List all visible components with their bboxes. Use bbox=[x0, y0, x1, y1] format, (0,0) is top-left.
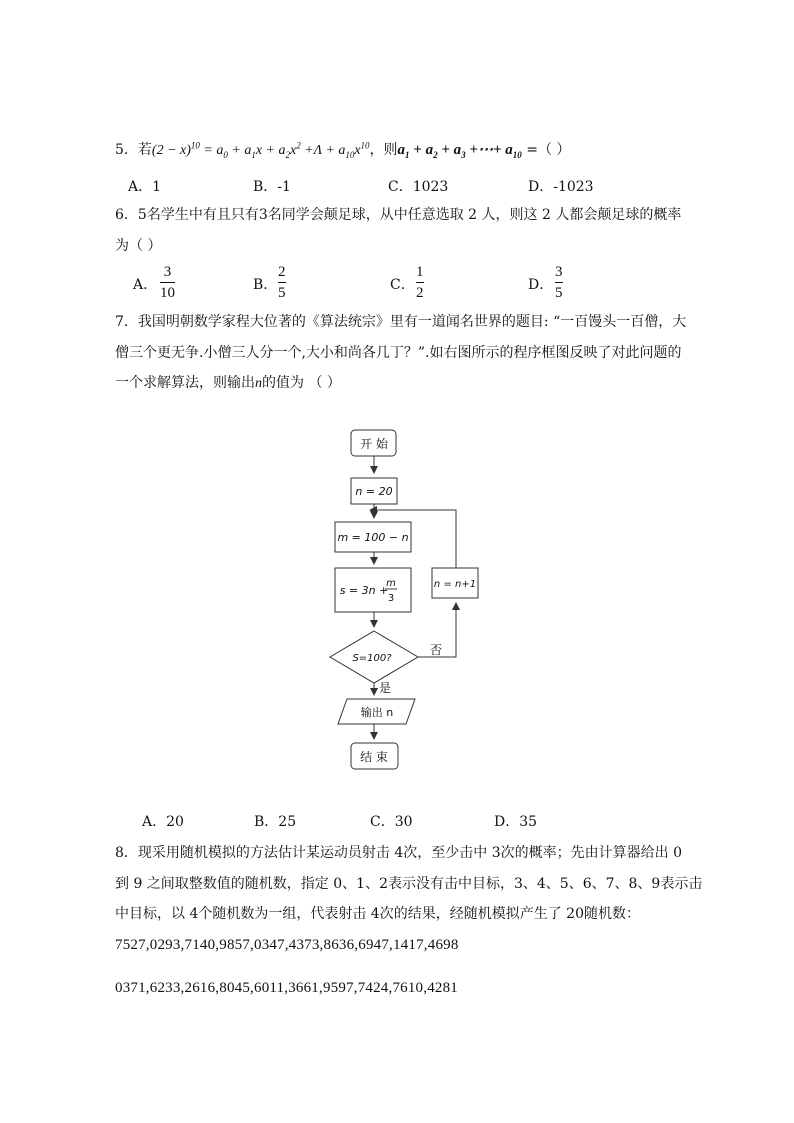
question-6-stem-line1: 6．5名学生中有且只有3名同学会颠足球，从中任意选取 2 人，则这 2 人都会颠足球的概率 bbox=[115, 207, 682, 223]
q5-tail: =（ ） bbox=[521, 142, 571, 158]
flowchart-init-label: n = 20 bbox=[355, 485, 393, 498]
question-6-stem-line2: 为（ ） bbox=[115, 238, 162, 254]
q7-option-a: A．20 bbox=[142, 814, 184, 830]
q7-option-b: B．25 bbox=[254, 814, 297, 830]
q6-c-num: 1 bbox=[416, 264, 424, 280]
q6-a-num: 3 bbox=[163, 264, 172, 280]
question-7-stem-line1: 7．我国明朝数学家程大位著的《算法统宗》里有一道闻名世界的题目: “一百馒头一百僧，大 bbox=[115, 314, 687, 330]
q6-option-a-label: A． bbox=[133, 277, 158, 293]
q5-prefix: 5．若 bbox=[115, 142, 152, 158]
q7-var-n: n bbox=[255, 376, 262, 391]
q6-option-b-label: B． bbox=[253, 277, 278, 293]
flowchart-condition-label: S=100? bbox=[352, 653, 392, 664]
flowchart-output-label: 输出 n bbox=[360, 706, 394, 719]
question-8-stem-line1: 8．现采用随机模拟的方法估计某运动员射击 4次，至少击中 3次的概率；先由计算器给出 0 bbox=[115, 845, 682, 861]
q5-option-c: C．1023 bbox=[388, 179, 449, 195]
q6-d-num: 3 bbox=[555, 264, 563, 280]
q5-option-d: D．-1023 bbox=[528, 179, 594, 195]
q5-sum: $a_1 + a_2 + a_3$ +⋯+ $a_{10}$ bbox=[397, 142, 522, 160]
question-8-stem-line2: 到 9 之间取整数值的随机数，指定 0、1、2表示没有击中目标，3、4、5、6、7、8、9表示击 bbox=[115, 876, 703, 892]
q6-option-d-label: D． bbox=[528, 277, 554, 293]
question-8-stem-line3: 中目标，以 4个随机数为一组，代表射击 4次的结果，经随机模拟产生了 20随机数： bbox=[115, 906, 640, 922]
q8-random-numbers-row1: 7527,0293,7140,9857,0347,4373,8636,6947,1417,4698 bbox=[115, 937, 459, 953]
flowchart-step-s-num: m bbox=[386, 578, 396, 589]
flowchart-increment-label: n = n+1 bbox=[433, 579, 477, 590]
q6-b-den: 5 bbox=[278, 285, 286, 301]
flowchart-yes-label: 是 bbox=[378, 681, 392, 695]
q6-a-den: 10 bbox=[160, 285, 175, 301]
flowchart-step-s-lhs: s = 3n + bbox=[339, 584, 389, 597]
q6-d-den: 5 bbox=[555, 285, 563, 301]
q6-c-den: 2 bbox=[416, 285, 424, 301]
q7-option-d: D．35 bbox=[494, 814, 538, 830]
q5-option-b: B．-1 bbox=[253, 179, 291, 195]
flowchart-end-label: 结 束 bbox=[360, 750, 388, 764]
flowchart-start-label: 开 始 bbox=[360, 437, 388, 451]
q7-option-c: C．30 bbox=[370, 814, 413, 830]
q6-b-num: 2 bbox=[278, 264, 286, 280]
q7-line3-b: 的值为 （ ） bbox=[262, 375, 341, 391]
flowchart-step-s-den: 3 bbox=[387, 593, 395, 604]
q5-mid: ，则 bbox=[369, 142, 398, 158]
question-7-stem-line2: 僧三个更无争.小僧三人分一个,大小和尚各几丁？”.如右图所示的程序框图反映了对此问题的 bbox=[115, 345, 682, 361]
q8-random-numbers-row2: 0371,6233,2616,8045,6011,3661,9597,7424,7610,4281 bbox=[115, 980, 458, 996]
q5-option-a: A．1 bbox=[128, 179, 162, 195]
q7-line3-a: 一个求解算法，则输出 bbox=[115, 375, 255, 391]
flowchart-step-m-label: m = 100 − n bbox=[337, 531, 409, 544]
q6-option-c-label: C． bbox=[390, 277, 415, 293]
q5-eq-lhs: $(2 - x)^{10} = a_0 + a_1x + a_2x^2 +\Lambda + a_{10}x^{10}$ bbox=[151, 140, 370, 160]
flowchart-no-label: 否 bbox=[429, 643, 443, 657]
